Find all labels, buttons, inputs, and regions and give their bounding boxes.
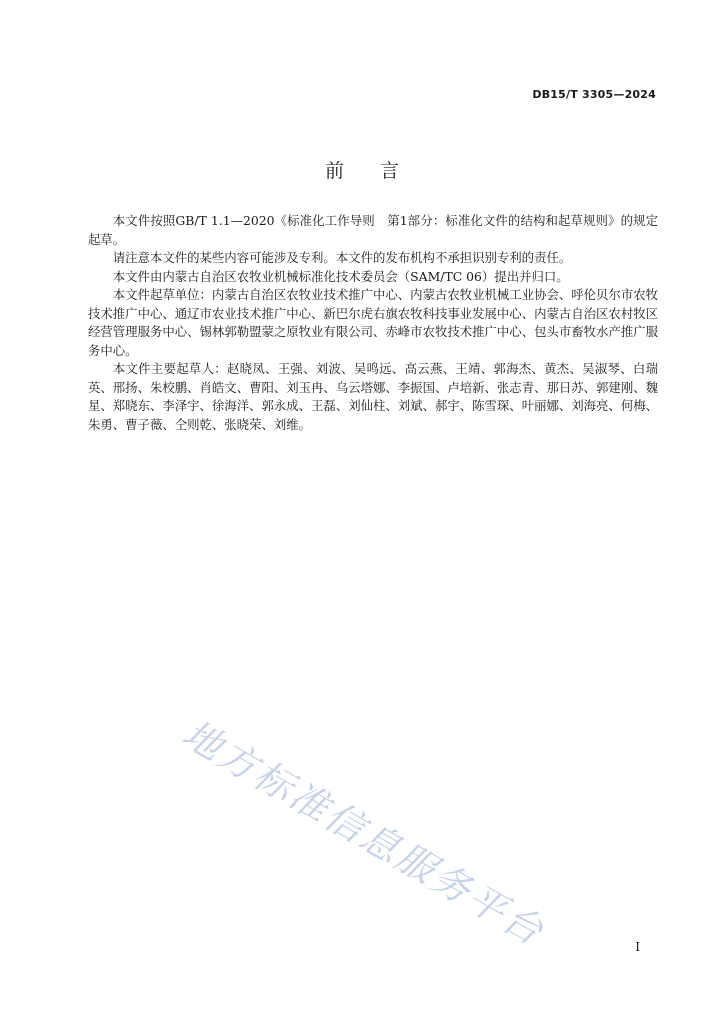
paragraph-drafting-units: 本文件起草单位：内蒙古自治区农牧业技术推广中心、内蒙古农牧业机械工业协会、呼伦贝尔市农牧技术推广中心、通辽市农业技术推广中心、新巴尔虎右旗农牧科技事业发展中心、内蒙古自治区农村牧区经营管理服务中心、锡林郭勒盟蒙之原牧业有限公司、赤峰市农牧技术推广中心、包头市畜牧水产推广服务中心。 bbox=[88, 287, 658, 358]
paragraph-drafting-rules: 本文件按照GB/T 1.1—2020《标准化工作导则 第1部分：标准化文件的结构和起草规则》的规定起草。 bbox=[88, 213, 658, 247]
paragraph-patent-notice: 请注意本文件的某些内容可能涉及专利。本文件的发布机构不承担识别专利的责任。 bbox=[112, 250, 572, 265]
paragraph-main-drafters: 本文件主要起草人：赵晓凤、王强、刘波、吴鸣远、高云燕、王靖、郭海杰、黄杰、吴淑琴、白瑞英、邢扬、朱校鹏、肖皓文、曹阳、刘玉冉、乌云塔娜、李振国、卢培新、张志青、那日苏、郭建刚、魏星、郑晓东、李泽宇、徐海洋、郭永成、王磊、刘仙柱、刘斌、郝宇、陈雪琛、叶丽娜、刘海亮、何梅、朱勇、曹子薇、仝则乾、张晓荣、刘维。 bbox=[88, 361, 658, 432]
page-title: 前言 bbox=[324, 160, 435, 182]
foreword-body bbox=[88, 212, 658, 434]
watermark: 地方标准信息服务平台 bbox=[175, 711, 553, 955]
paragraph-proposer: 本文件由内蒙古自治区农牧业机械标准化技术委员会（SAM/TC 06）提出并归口。 bbox=[112, 268, 569, 284]
standard-code: DB15/T 3305—2024 bbox=[532, 88, 656, 101]
page-number: I bbox=[635, 940, 640, 954]
